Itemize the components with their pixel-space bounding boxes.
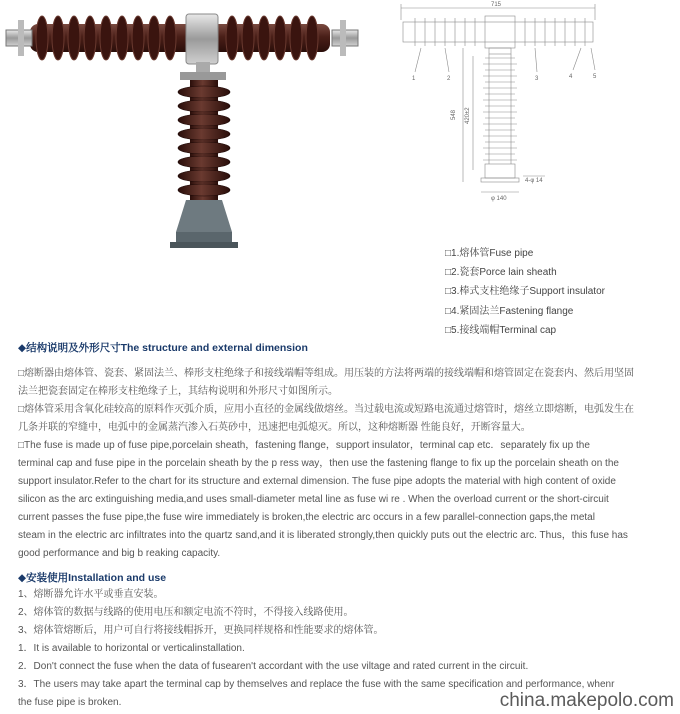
install-line: 3．The users may take apart the terminal cap by themselves and replace the fuse with the same specification and performance, whenr xyxy=(18,679,615,690)
structure-en-line: current passes the fuse pipe,the fuse wire immediately is broken,the electric arc occurs in a few parallel-connection gaps,the metal xyxy=(18,512,595,523)
dimension-drawing xyxy=(385,0,625,210)
fuse-photo xyxy=(0,0,370,260)
parts-legend xyxy=(445,244,605,340)
install-line: 1．It is available to horizontal or verticalinstallation. xyxy=(18,643,245,654)
dim-height-outer: 548 xyxy=(451,109,457,120)
structure-zh-line: □熔断器由熔体管、瓷套、紧固法兰、棒形支柱绝缘子和接线端帽等组成。用压装的方法将两端的接线端帽和熔管固定在瓷套内、然后用坚固 xyxy=(18,368,635,379)
structure-en-line: □The fuse is made up of fuse pipe,porcelain sheath，fastening flange，support insulator，terminal cap etc．separately fix up the xyxy=(18,440,590,451)
structure-zh-line: 几条并联的窄缝中，电弧中的金属蒸汽渗入石英砂中，迅速把电弧熄灭。所以，这种熔断器 性能良好，开断容量大。 xyxy=(18,422,531,433)
structure-zh-line: 法兰把瓷套固定在棒形支柱绝缘子上，其结构说明和外形尺寸如图所示。 xyxy=(18,386,338,397)
dim-height-inner: 420±2 xyxy=(465,107,471,124)
callout-2: 2 xyxy=(447,76,451,82)
structure-text xyxy=(18,365,668,563)
legend-item: □1.熔体管Fuse pipe xyxy=(445,248,534,259)
install-line: 3、熔体管熔断后，用户可自行将接线帽拆开，更换同样规格和性能要求的熔体管。 xyxy=(18,625,384,636)
callout-4: 4 xyxy=(569,74,573,80)
install-heading: ◆安装使用Installation and use xyxy=(18,572,167,584)
legend-item: □4.紧固法兰Fastening flange xyxy=(445,305,574,317)
structure-en-line: steam in the electric arc infiltrates into the quartz sand,and it is liberated strongly,then quickly puts out the electric arc. Thus，this fuse has xyxy=(18,530,628,541)
callout-1: 1 xyxy=(412,76,416,82)
structure-zh-line: □熔体管采用含氧化硅较高的原料作灭弧介质，应用小直径的金属线做熔丝。当过载电流或短路电流通过熔管时，熔丝立即熔断，电弧发生在 xyxy=(18,404,635,415)
callout-5: 5 xyxy=(593,74,597,80)
install-line: 2、熔体管的数据与线路的使用电压和额定电流不符时，不得接入线路使用。 xyxy=(18,607,354,618)
legend-item: □5.接线端帽Terminal cap xyxy=(445,324,557,336)
legend-item: □3.棒式支柱绝缘子Support insulator xyxy=(445,286,605,298)
install-line: 2．Don't connect the fuse when the data of fusearen't accordant with the use viltage and rated current in the circuit. xyxy=(18,661,529,672)
dim-width: 715 xyxy=(491,2,502,8)
dim-base: φ 140 xyxy=(491,196,507,202)
structure-heading: ◆结构说明及外形尺寸The structure and external dimension xyxy=(18,342,308,354)
watermark: china.makepolo.com xyxy=(499,690,674,711)
dim-holes: 4-φ 14 xyxy=(525,178,543,184)
structure-en-line: good performance and big b reaking capacity. xyxy=(18,548,221,559)
install-line: 1、熔断器允许水平或垂直安装。 xyxy=(18,589,164,600)
structure-en-line: silicon as the arc extinguishing media,and uses small-diameter metal line as fuse wi re . When the overload current or the short-circuit xyxy=(18,494,609,505)
install-line: the fuse pipe is broken. xyxy=(18,697,122,708)
callout-3: 3 xyxy=(535,76,539,82)
structure-en-line: terminal cap and fuse pipe in the porcelain sheath by the p ress way，then use the fastening flange to fix up the porcelain sheath on the xyxy=(18,458,619,469)
structure-en-line: support insulator.Refer to the chart for its structure and external dimension. The fuse pipe adopts the material with high content of oxide xyxy=(18,476,616,487)
legend-item: □2.瓷套Porce lain sheath xyxy=(445,267,557,279)
